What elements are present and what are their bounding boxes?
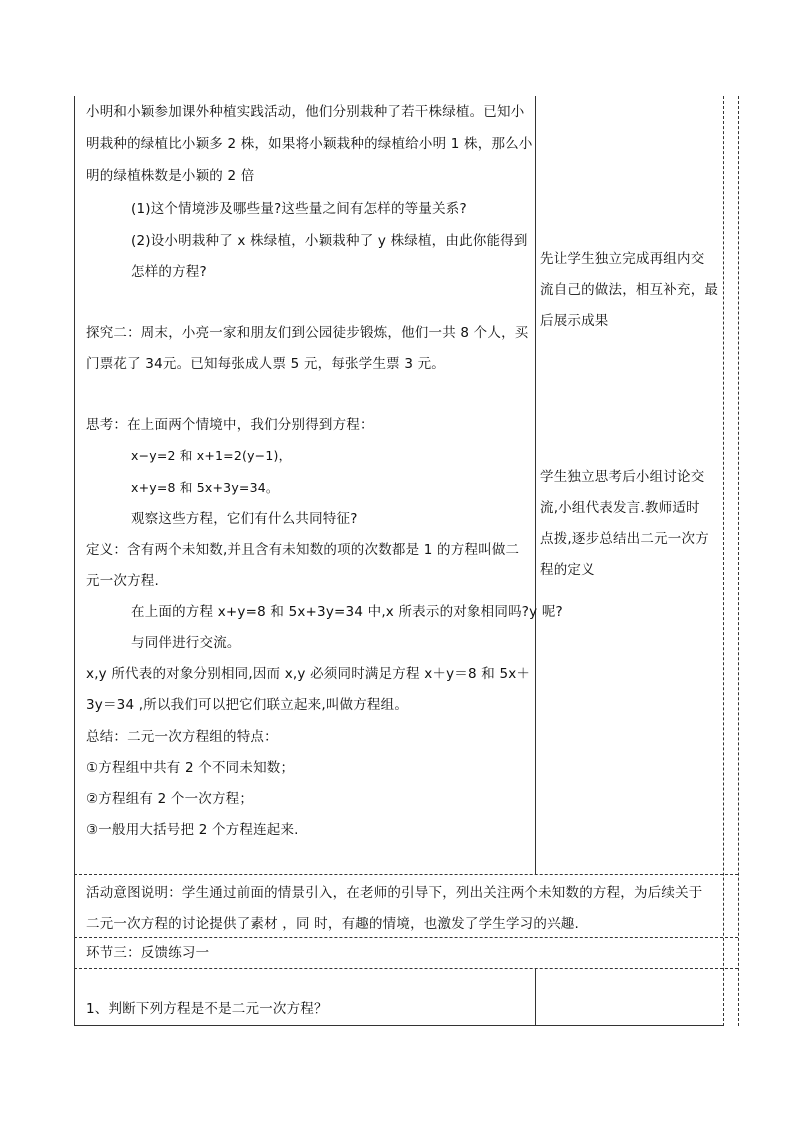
question-2: 怎样的方程? <box>131 264 207 280</box>
summary-item: ①方程组中共有 2 个不同未知数； <box>86 760 295 776</box>
definition: 元一次方程. <box>86 573 159 589</box>
question-2: (2)设小明栽种了 x 株绿植，小颖栽种了 y 株绿植，由此你能得到 <box>131 233 528 249</box>
explore-two: 探究二：周末，小亮一家和朋友们到公园徒步锻炼，他们一共 8 个人，买 <box>86 325 529 341</box>
table-row-divider <box>74 937 738 938</box>
intro-line: 明栽种的绿植比小颖多 2 株，如果将小颖栽种的绿植给小明 1 株，那么小 <box>86 136 533 152</box>
intro-line: 明的绿植株数是小颖的 2 倍 <box>86 168 255 184</box>
intro-line: 小明和小颖参加课外种植实践活动，他们分别栽种了若干株绿植。已知小 <box>86 104 525 120</box>
compare-question: 与同伴进行交流。 <box>131 635 241 651</box>
section-heading: 环节三：反馈练习一 <box>86 945 210 961</box>
table-divider-column-lower <box>535 968 536 1026</box>
explanation: 3y＝34 ,所以我们可以把它们联立起来,叫做方程组。 <box>86 697 409 713</box>
teacher-note: 流自己的做法，相互补充，最 <box>540 282 719 298</box>
exercise-question: 1、判断下列方程是不是二元一次方程？ <box>86 1001 328 1017</box>
teacher-note: 后展示成果 <box>540 313 609 329</box>
teacher-note: 程的定义 <box>540 562 595 578</box>
teacher-note: 点拨,逐步总结出二元一次方 <box>540 531 709 547</box>
activity-intent: 活动意图说明：学生通过前面的情景引入，在老师的引导下，列出关注两个未知数的方程，为后续关于 <box>86 885 703 901</box>
table-row-divider <box>74 874 738 875</box>
summary-title: 总结：二元一次方程组的特点： <box>86 729 278 745</box>
activity-intent: 二元一次方程的讨论提供了素材 ，同 时，有趣的情境，也激发了学生学习的兴趣. <box>86 916 579 932</box>
summary-item: ②方程组有 2 个一次方程； <box>86 791 254 807</box>
table-row-divider <box>74 968 738 969</box>
teacher-note: 流,小组代表发言.教师适时 <box>540 500 700 516</box>
explanation: x,y 所代表的对象分别相同,因而 x,y 必须同时满足方程 x＋y＝8 和 5x＋ <box>86 666 531 682</box>
definition: 定义：含有两个未知数,并且含有未知数的项的次数都是 1 的方程叫做二 <box>86 542 520 558</box>
compare-question: 在上面的方程 x+y=8 和 5x+3y=34 中,x 所表示的对象相同吗?y 呢? <box>131 604 563 620</box>
table-border-bottom <box>74 1025 724 1026</box>
teacher-note: 先让学生独立完成再组内交 <box>540 251 705 267</box>
table-divider-column <box>535 96 536 874</box>
question-1: (1)这个情境涉及哪些量?这些量之间有怎样的等量关系? <box>131 201 467 217</box>
table-border-outer-right <box>738 96 739 1026</box>
summary-item: ③一般用大括号把 2 个方程连起来. <box>86 822 299 838</box>
explore-two: 门票花了 34元。已知每张成人票 5 元，每张学生票 3 元。 <box>86 356 446 372</box>
equation-pair-1: x−y=2 和 x+1=2(y−1)， <box>131 448 292 463</box>
table-border-right <box>723 96 724 1026</box>
think-prompt: 思考：在上面两个情境中，我们分别得到方程： <box>86 417 374 433</box>
teacher-note: 学生独立思考后小组讨论交 <box>540 469 705 485</box>
observe-question: 观察这些方程，它们有什么共同特征? <box>131 511 358 527</box>
equation-pair-2: x+y=8 和 5x+3y=34。 <box>131 480 279 495</box>
table-border-left <box>74 96 75 1026</box>
